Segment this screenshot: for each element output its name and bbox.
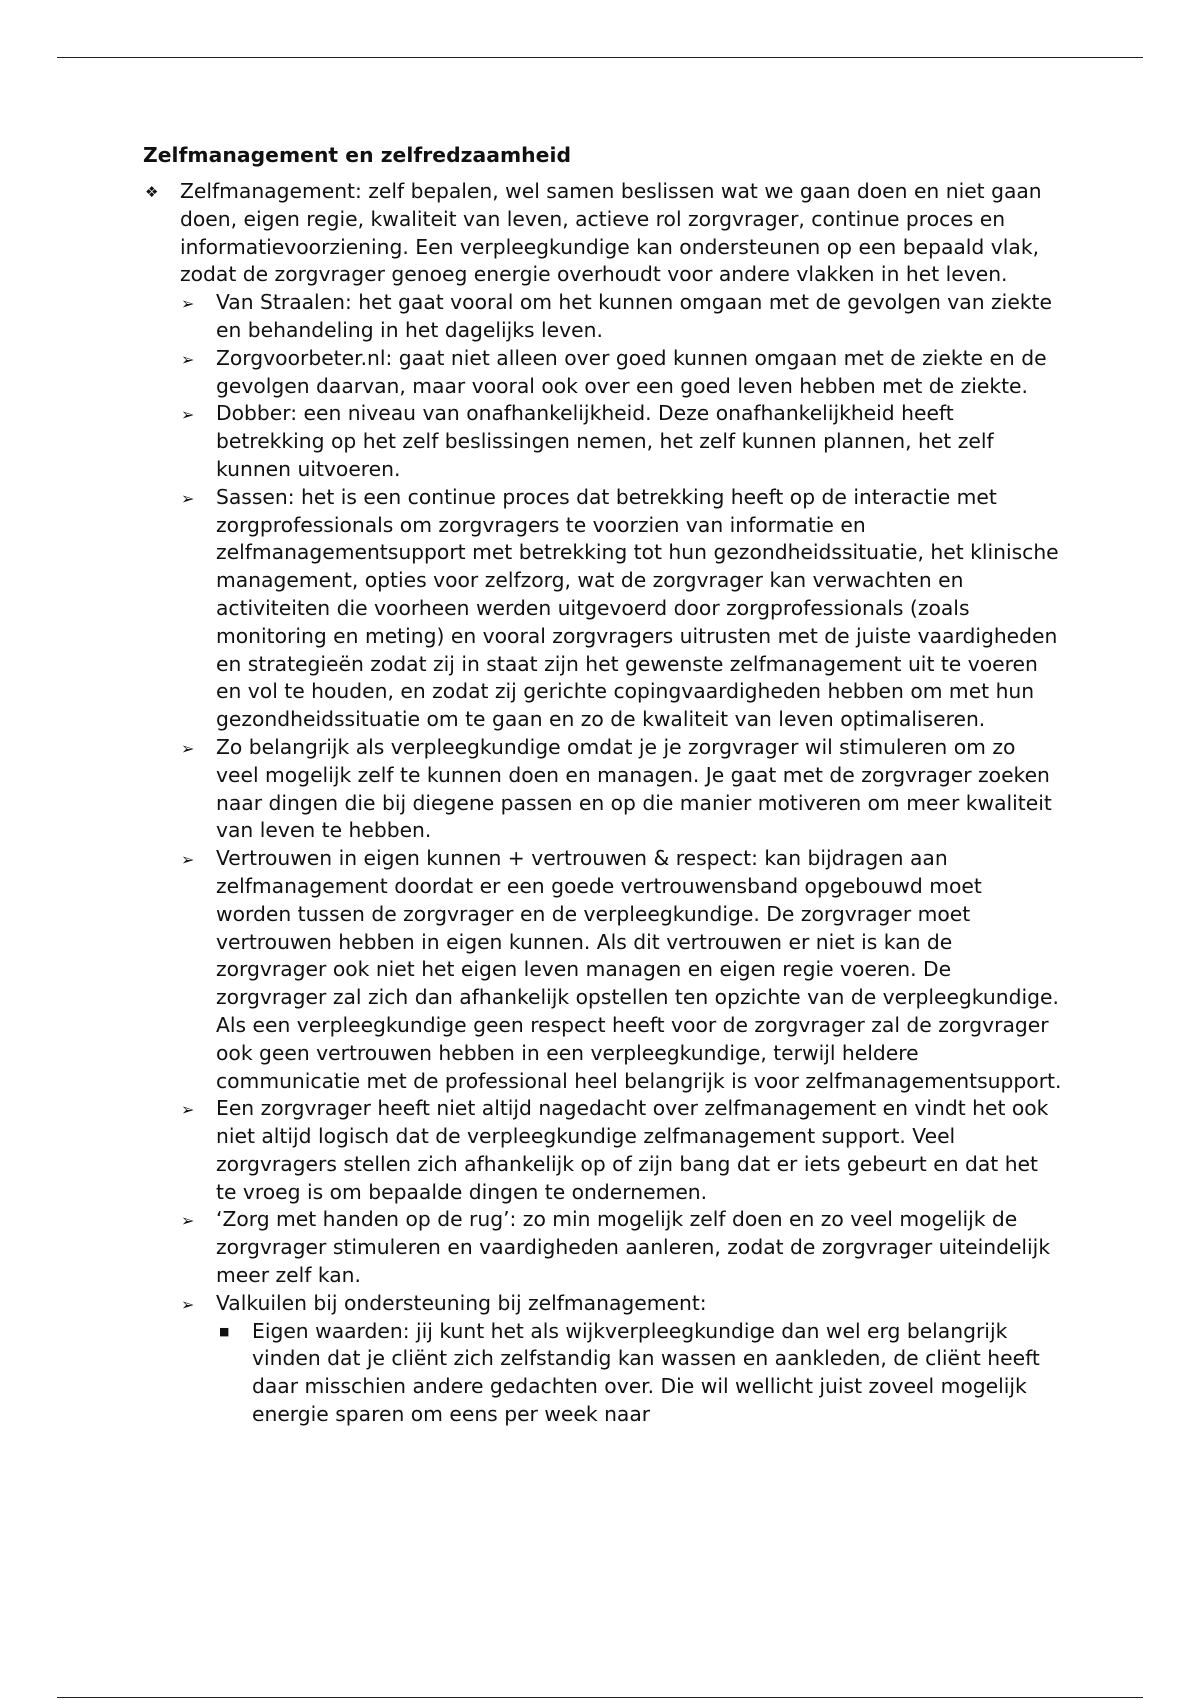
sub-list-item [180,484,1063,734]
sub-item-text: Vertrouwen in eigen kunnen + vertrouwen & respect: kan bijdragen aan zelfmanagement doordat er een goede vertrouwensband opgebouwd moet worden tussen de zorgvrager en de verpleegkundige. De zorgvrager moet vertrouwen hebben in eigen kunnen. Als dit vertrouwen er niet is kan de zorgvrager ook niet het eigen leven managen en eigen regie voeren. De zorgvrager zal zich dan afhankelijk opstellen ten opzichte van de verpleegkundige. Als een verpleegkundige geen respect heeft voor de zorgvrager zal de zorgvrager ook geen vertrouwen hebben in een verpleegkundige, terwijl heldere communicatie met de professional heel belangrijk is voor zelfmanagementsupport. [216,846,1062,1093]
main-list [143,178,1063,1429]
arrow-bullet-icon: ➢ [181,1100,195,1120]
sub-item-text: Dobber: een niveau van onafhankelijkheid. Deze onafhankelijkheid heeft betrekking op het zelf beslissingen nemen, het zelf kunnen plannen, het zelf kunnen uitvoeren. [216,401,994,481]
sub-item-text: Zo belangrijk als verpleegkundige omdat je je zorgvrager wil stimuleren om zo veel mogelijk zelf te kunnen doen en managen. Je gaat met de zorgvrager zoeken naar dingen die bij diegene passen en op die manier motiveren om meer kwaliteit van leven te hebben. [216,734,1052,843]
square-bullet-icon: ■ [219,1324,230,1338]
sub-item-text: Van Straalen: het gaat vooral om het kunnen omgaan met de gevolgen van ziekte en behandeling in het dagelijks leven. [216,290,1052,342]
main-list-item [143,178,1063,1429]
diamond-bullet-icon: ❖ [145,183,159,201]
sub-list [180,289,1063,1429]
sub-item-text: Zorgvoorbeter.nl: gaat niet alleen over goed kunnen omgaan met de ziekte en de gevolgen daarvan, maar vooral ook over een goed leven hebben met de ziekte. [216,345,1047,398]
section-heading: Zelfmanagement en zelfredzaamheid [143,143,572,167]
footer-rule [57,1697,1143,1698]
sub-item-text: Sassen: het is een continue proces dat betrekking heeft op de interactie met zorgprofessionals om zorgvragers te voorzien van informatie en zelfmanagementsupport met betrekking tot hun gezondheidssituatie, het klinische management, opties voor zelfzorg, wat de zorgvrager kan verwachten en activiteiten die voorheen werden uitgevoerd door zorgprofessionals (zoals monitoring en meting) en vooral zorgvragers uitrusten met de juiste vaardigheden en strategieën zodat zij in staat zijn het gewenste zelfmanagement uit te voeren en vol te houden, en zodat zij gerichte copingvaardigheden hebben om met hun gezondheidssituatie om te gaan en zo de kwaliteit van leven optimaliseren. [216,484,1059,732]
sub-item-text: Een zorgvrager heeft niet altijd nagedacht over zelfmanagement en vindt het ook niet altijd logisch dat de verpleegkundige zelfmanagement support. Veel zorgvragers stellen zich afhankelijk op of zijn bang dat er iets gebeurt en dat het te vroeg is om bepaalde dingen te ondernemen. [216,1096,1049,1204]
sub-item-text: ‘Zorg met handen op de rug’: zo min mogelijk zelf doen en zo veel mogelijk de zorgvrager stimuleren en vaardigheden aanleren, zodat de zorgvrager uiteindelijk meer zelf kan. [216,1207,1051,1288]
header-rule [57,57,1143,58]
nested-list-item [216,1318,1063,1429]
sub-list-item [180,1095,1063,1206]
arrow-bullet-icon: ➢ [181,850,195,870]
sub-list-item [180,400,1063,483]
main-item-text: Zelfmanagement: zelf bepalen, wel samen beslissen wat we gaan doen en niet gaan doen, eigen regie, kwaliteit van leven, actieve rol zorgvrager, continue proces en informatievoorziening. Een verpleegkundige kan ondersteunen op een bepaald vlak, zodat de zorgvrager genoeg energie overhoudt voor andere vlakken in het leven. [180,179,1042,287]
arrow-bullet-icon: ➢ [181,1211,195,1231]
sub-list-item [180,1206,1063,1289]
sub-list-item [180,289,1063,345]
sub-list-item [180,345,1063,401]
nested-item-text: Eigen waarden: jij kunt het als wijkverpleegkundige dan wel erg belangrijk vinden dat je cliënt zich zelfstandig kan wassen en aankleden, de cliënt heeft daar misschien andere gedachten over. Die wil wellicht juist zoveel mogelijk energie sparen om eens per week naar [252,1318,1040,1427]
sub-list-item [180,734,1063,845]
nested-list [216,1318,1063,1429]
sub-list-item [180,845,1063,1095]
document-body [143,141,1063,1429]
arrow-bullet-icon: ➢ [181,294,195,314]
arrow-bullet-icon: ➢ [181,405,195,425]
arrow-bullet-icon: ➢ [181,488,195,508]
arrow-bullet-icon: ➢ [181,1294,195,1314]
arrow-bullet-icon: ➢ [181,349,195,369]
sub-item-text: Valkuilen bij ondersteuning bij zelfmanagement: [216,1290,707,1315]
sub-list-item [180,1290,1063,1429]
arrow-bullet-icon: ➢ [181,738,195,758]
